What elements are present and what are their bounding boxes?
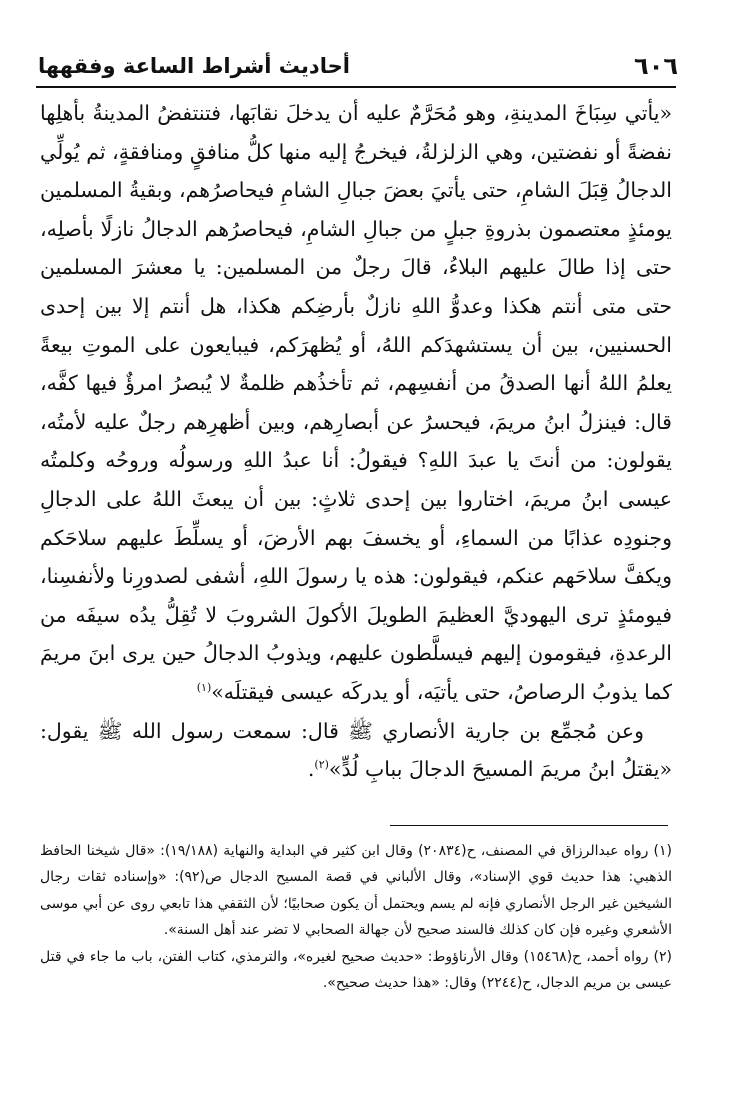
- hadith-text-2: وعن مُجمِّع بن جارية الأنصاري ﷺ قال: سمعت رسول الله ﷺ يقول: «يقتلُ ابنُ مريمَ المسيحَ الدجالَ ببابِ لُدٍّ»: [40, 718, 672, 782]
- main-text: [40, 94, 672, 789]
- footnote-ref-2: (٢): [314, 758, 329, 772]
- footnote-1: (١) رواه عبدالرزاق في المصنف، ح(٢٠٨٣٤) وقال ابن كثير في البداية والنهاية (١٩/١٨٨): «قال شيخنا الحافظ الذهبي: هذا حديث قوي الإسناد»، وقال الألباني في قصة المسيح الدجال ص(٩٢): «وإسناده ثقات رجال الشيخين غير الرجل الأنصاري فإنه لم يسم ويحتمل أن يكون صحابيًا؛ لأن الثقفي هذا تابعي روى عن أبي موسى الأشعري وغيره فإن كان كذلك فالسند صحيح لأن جهالة الصحابي لا تضر عند أهل السنة».: [40, 843, 672, 939]
- page-number: ٦٠٦: [634, 52, 678, 80]
- running-title: أحاديث أشراط الساعة وفقهها: [38, 54, 350, 78]
- page-header: [38, 52, 678, 84]
- footnote-ref-1: (١): [196, 681, 212, 695]
- footnotes: [40, 838, 672, 996]
- hadith-text-2-end: .: [307, 757, 315, 782]
- header-rule: [36, 86, 676, 88]
- footnote-rule: [390, 825, 668, 826]
- hadith-text-1: «يأتي سِبَاخَ المدينةِ، وهو مُحَرَّمٌ عليه أن يدخلَ نقابَها، فتنتفضُ المدينةُ بأهلِها نفضةً أو نفضتين، وهي الزلزلةُ، فيخرجُ إليه منها كلُّ منافقٍ ومنافقةٍ، ثم يُولِّي الدجالُ قِبَلَ الشامِ، حتى يأتيَ بعضَ جبالِ الشامِ فيحاصرُهم، وبقيةُ المسلمين يومئذٍ معتصمون بذروةِ جبلٍ من جبالِ الشامِ، فيحاصرُهم الدجالُ نازلًا بأصلِه، حتى إذا طالَ عليهم البلاءُ، قالَ رجلٌ من المسلمين: يا معشرَ المسلمين حتى متى أنتم هكذا وعدوُّ اللهِ نازلٌ بأرضِكم هكذا، هل أنتم إلا بين إحدى الحسنيين، بين أن يستشهدَكم اللهُ، أو يُظهرَكم، فيبايعون على الموتِ بيعةً يعلمُ اللهُ أنها الصدقُ من أنفسِهم، ثم تأخذُهم ظلمةٌ لا يُبصرُ امرؤٌ فيها كفَّه، قال: فينزلُ ابنُ مريمَ، فيحسرُ عن أبصارِهم، وبين أظهرِهم رجلٌ عليه لأمتُه، يقولون: من أنتَ يا عبدَ اللهِ؟ فيقولُ: أنا عبدُ اللهِ ورسولُه وروحُه وكلمتُه عيسى ابنُ مريمَ، اختاروا بين إحدى ثلاثٍ: بين أن يبعثَ اللهُ على الدجالِ وجنودِه عذابًا من السماءِ، أو يخسفَ بهم الأرضَ، أو يسلِّطَ عليهم سلاحَكم ويكفَّ سلاحَهم عنكم، فيقولون: هذه يا رسولَ اللهِ، أشفى لصدورِنا ولأنفسِنا، فيومئذٍ ترى اليهوديَّ العظيمَ الطويلَ الأكولَ الشروبَ لا تُقِلُّ يدُه سيفَه من الرعدةِ، فيقومون إليهم فيسلَّطون عليهم، ويذوبُ الدجالُ حين يرى ابنَ مريمَ كما يذوبُ الرصاصُ، حتى يأتيَه، أو يدركَه عيسى فيقتلَه»: [40, 101, 672, 704]
- footnote-2: (٢) رواه أحمد، ح(١٥٤٦٨) وقال الأرناؤوط: «حديث صحيح لغيره»، والترمذي، كتاب الفتن، باب ما جاء في قتل عيسى بن مريم الدجال، ح(٢٢٤٤) وقال: «هذا حديث صحيح».: [40, 948, 672, 992]
- hadith-paragraph-1: [40, 94, 672, 712]
- hadith-paragraph-2: [40, 712, 672, 789]
